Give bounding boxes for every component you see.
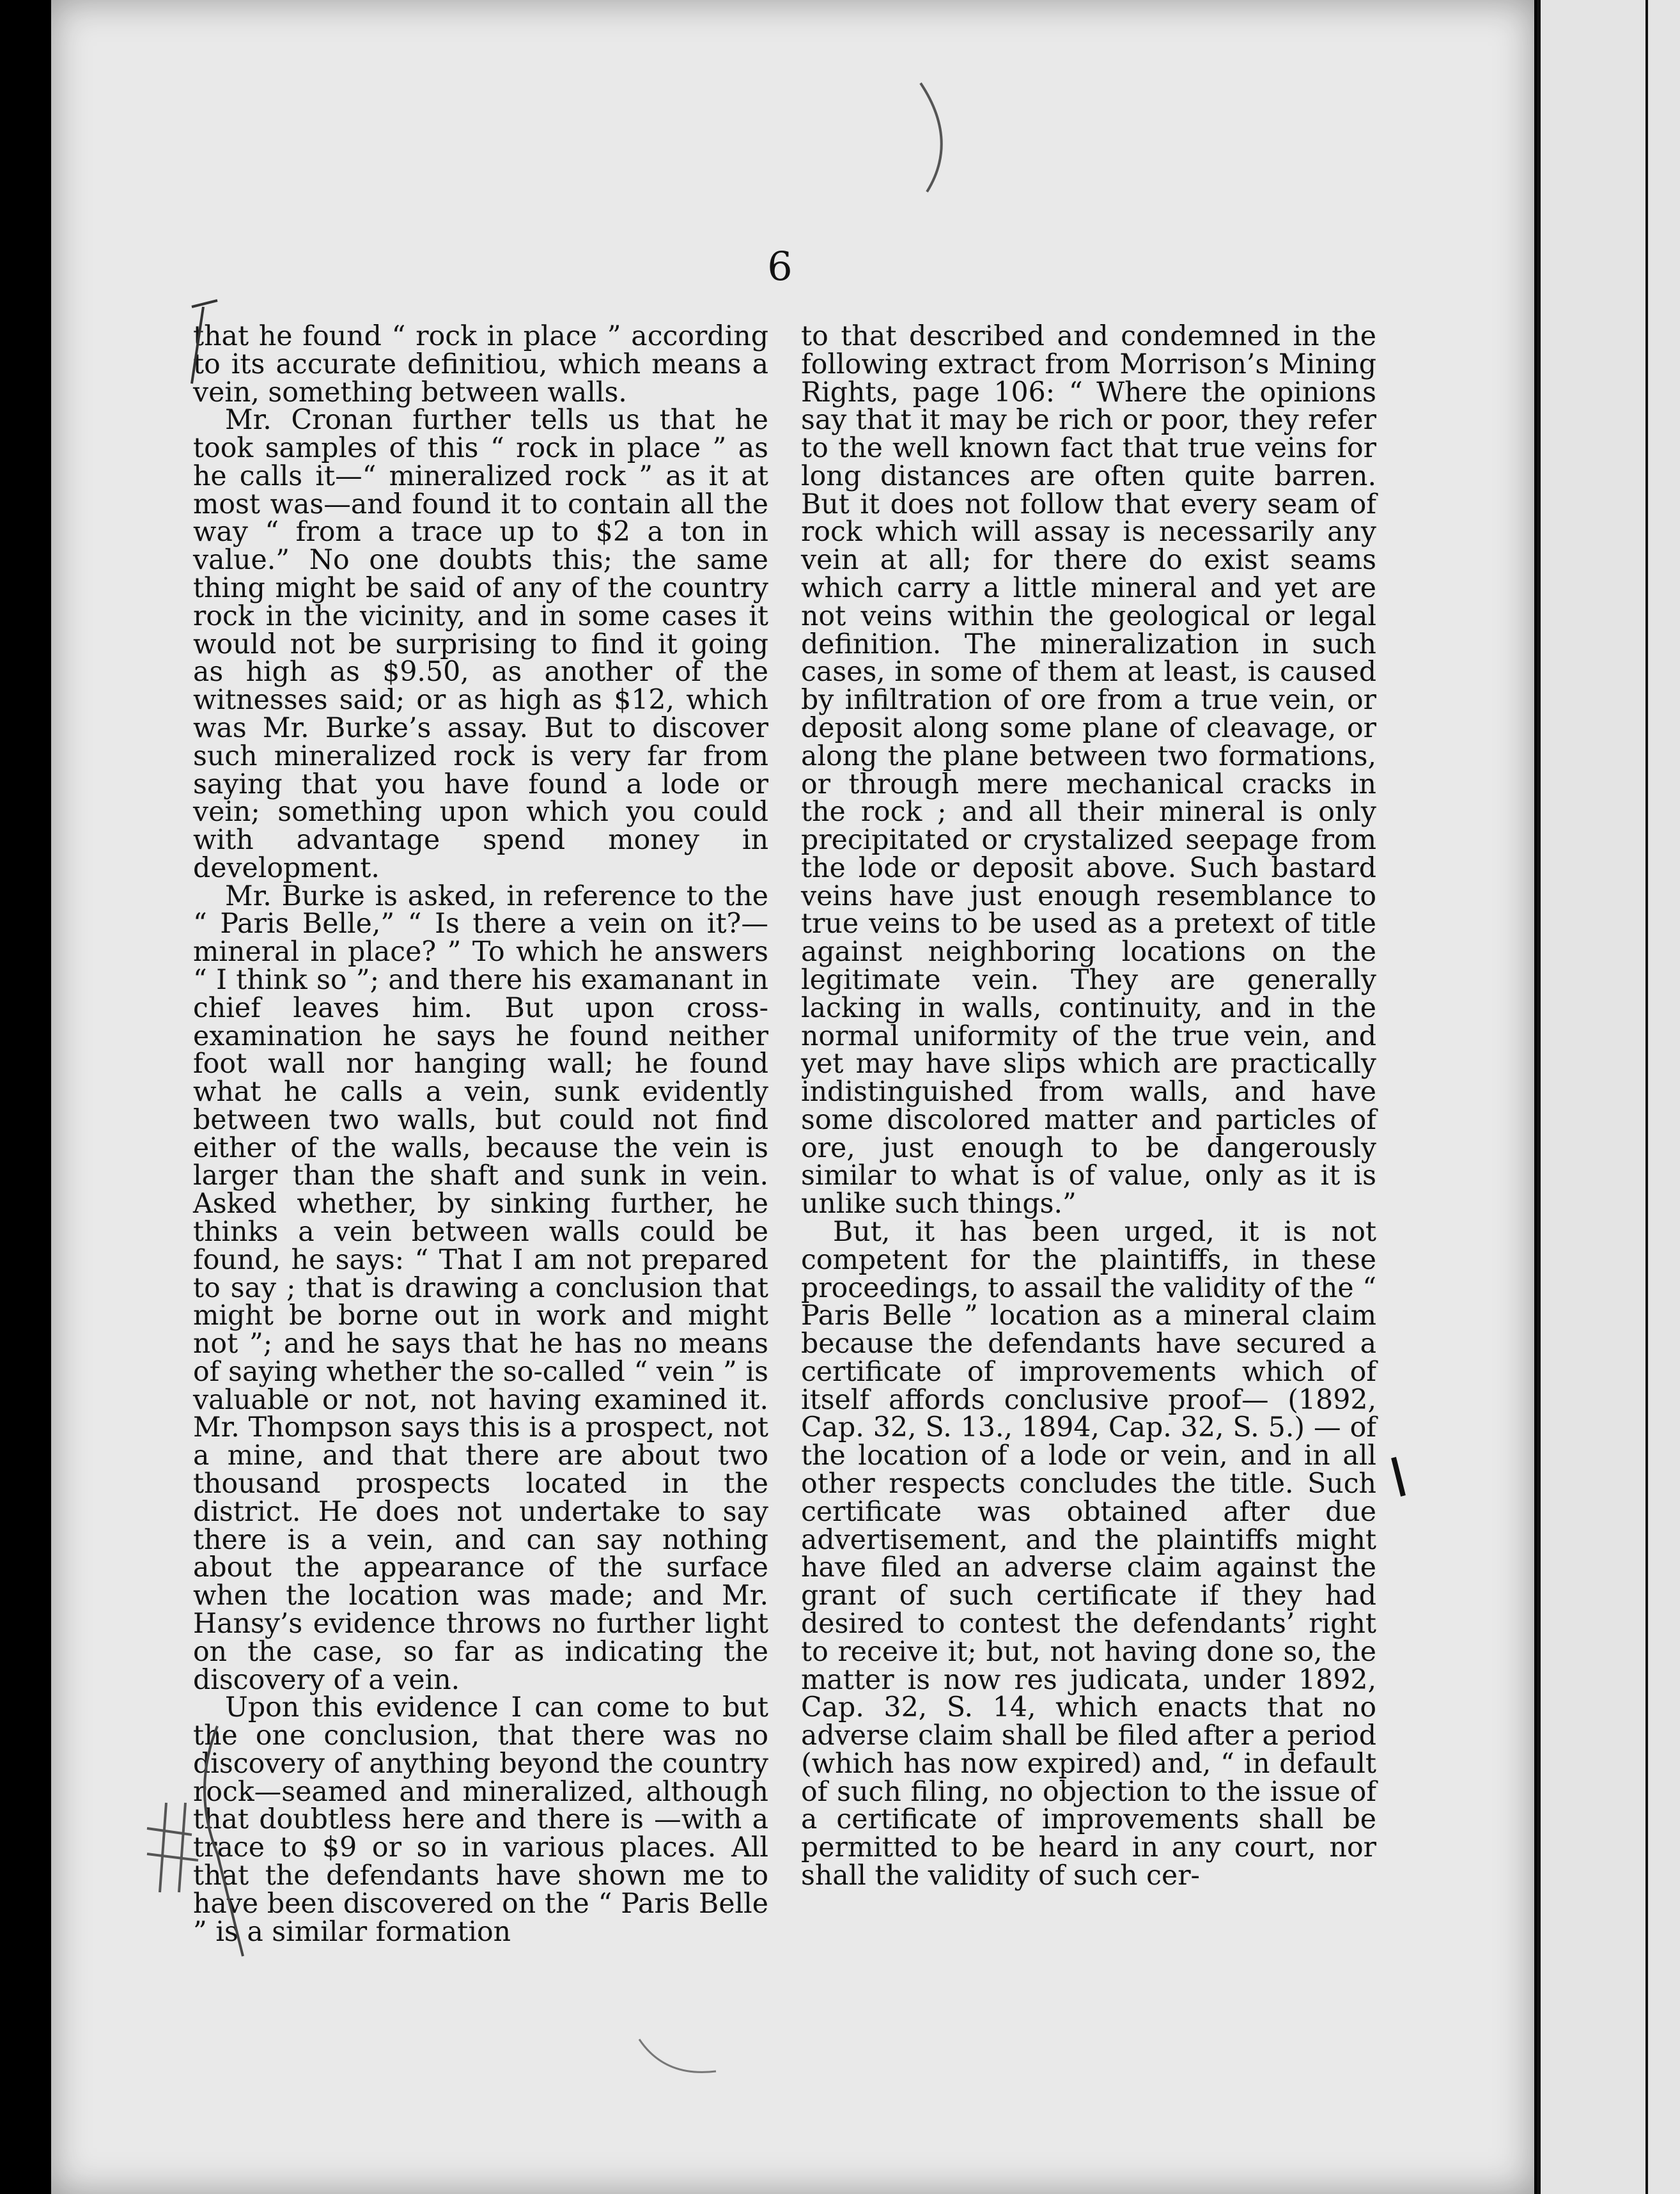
- adjacent-page-edge: [1537, 0, 1680, 2194]
- paragraph: Upon this evidence I can come to but the one conclusion, that there was no discovery of anything beyond the country rock—seamed and mineralized, although that doubtless here and there is —with a trace to $9 or so in various places. All that the defendants have shown me to have been discovered on the “ Paris Belle ” is a similar formation: [193, 1692, 768, 1948]
- right-column: [801, 320, 1376, 1892]
- page-number: 6: [767, 243, 793, 290]
- paragraph: Mr. Cronan further tells us that he took samples of this “ rock in place ” as he calls it—“ mineralized rock ” as it at most was—and found it to contain all the way “ from a trace up to $2 a ton in value.” No one doubts this; the same thing might be said of any of the country rock in the vicinity, and in some cases it would not be surprising to find it going as high as $9.50, as another of the witnesses said; or as high as $12, which was Mr. Burke’s assay. But to discover such mineralized rock is very far from saying that you have found a lode or vein; something upon which you could with advantage spend money in development.: [193, 404, 768, 884]
- left-column: [193, 320, 768, 1948]
- page-gutter-line: [1537, 0, 1541, 2194]
- paragraph: Mr. Burke is asked, in reference to the “ Paris Belle,” “ Is there a vein on it?—mineral in place? ” To which he answers “ I think so ”; and there his examanant in chief leaves him. But upon cross-examination he says he found neither foot wall nor hanging wall; he found what he calls a vein, sunk evidently between two walls, but could not find either of the walls, because the vein is larger than the shaft and sunk in vein. Asked whether, by sinking further, he thinks a vein between walls could be found, he says: “ That I am not prepared to say ; that is drawing a conclusion that might be borne out in work and might not ”; and he says that he has no means of saying whether the so-called “ vein ” is valuable or not, not having examined it. Mr. Thompson says this is a prospect, not a mine, and that there are about two thousand prospects located in the district. He does not undertake to say there is a vein, and can say nothing about the appearance of the surface when the location was made; and Mr. Hansy’s evidence throws no further light on the case, so far as indicating the discovery of a vein.: [193, 880, 768, 1696]
- paragraph: that he found “ rock in place ” according to its accurate definitiou, which means a vein, something between walls.: [193, 320, 768, 408]
- page-gutter-line: [1645, 0, 1648, 2194]
- paragraph: But, it has been urged, it is not competent for the plaintiffs, in these proceedings, to assail the validity of the “ Paris Belle ” location as a mineral claim because the defendants have secured a certificate of improvements which of itself affords conclusive proof— (1892, Cap. 32, S. 13., 1894, Cap. 32, S. 5.) — of the location of a lode or vein, and in all other respects concludes the title. Such certificate was obtained after due advertisement, and the plaintiffs might have filed an adverse claim against the grant of such certificate if they had desired to contest the defendants’ right to receive it; but, not having done so, the matter is now res judicata, under 1892, Cap. 32, S. 14, which enacts that no adverse claim shall be filed after a period (which has now expired) and, “ in default of such filing, no objection to the issue of a certificate of improvements shall be permitted to be heard in any court, nor shall the validity of such cer-: [801, 1216, 1376, 1892]
- paragraph: to that described and condemned in the following extract from Morrison’s Mining Rights, page 106: “ Where the opinions say that it may be rich or poor, they refer to the well known fact that true veins for long distances are often quite barren. But it does not follow that every seam of rock which will assay is necessarily any vein at all; for there do exist seams which carry a little mineral and yet are not veins within the geological or legal definition. The mineralization in such cases, in some of them at least, is caused by infiltration of ore from a true vein, or deposit along some plane of cleavage, or along the plane between two formations, or through mere mechanical cracks in the rock ; and all their mineral is only precipitated or crystalized seepage from the lode or deposit above. Such bastard veins have just enough resemblance to true veins to be used as a pretext of title against neighboring locations on the legitimate vein. They are generally lacking in walls, continuity, and in the normal uniformity of the true vein, and yet may have slips which are practically indistinguished from walls, and have some discolored matter and particles of ore, just enough to be dangerously similar to what is of value, only as it is unlike such things.”: [801, 320, 1376, 1220]
